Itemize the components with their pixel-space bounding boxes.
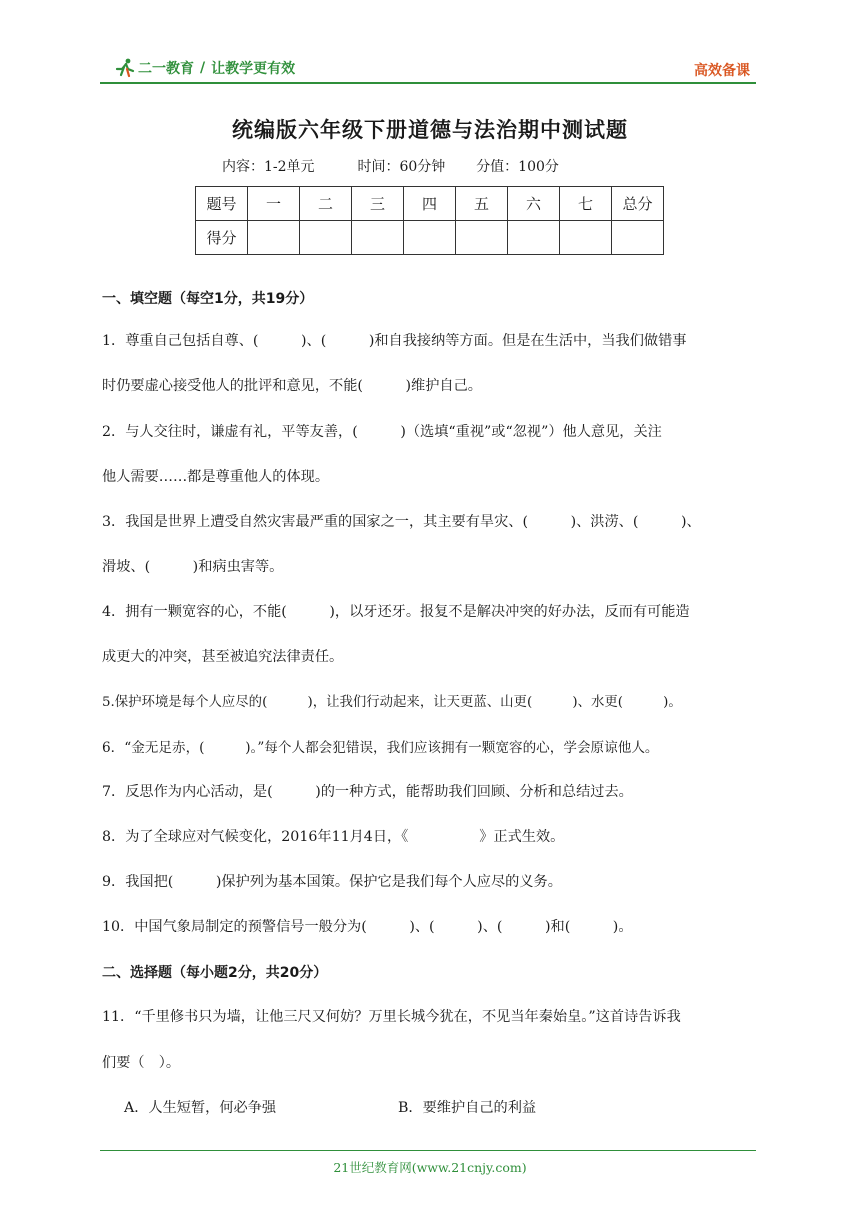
question-line: 他人需要……都是尊重他人的体现。 <box>102 469 330 485</box>
table-cell: 得分 <box>196 221 248 255</box>
exam-info <box>222 156 559 176</box>
brand-slogan: 让教学更有效 <box>211 61 296 77</box>
header-divider <box>100 82 756 84</box>
table-cell: 总分 <box>612 187 664 221</box>
question-line: 时仍要虚心接受他人的批评和意见，不能( )维护自己。 <box>102 378 482 394</box>
table-cell: 六 <box>508 187 560 221</box>
brand-separator: / <box>200 60 206 76</box>
table-cell: 七 <box>560 187 612 221</box>
table-cell: 四 <box>404 187 456 221</box>
score-cell[interactable] <box>404 221 456 255</box>
choice-option-b[interactable]: B．要维护自己的利益 <box>398 1100 537 1116</box>
question-line: 11．“千里修书只为墙，让他三尺又何妨？万里长城今犹在，不见当年秦始皇。”这首诗告诉我 <box>102 1009 681 1025</box>
question-line: 8．为了全球应对气候变化，2016年11月4日，《 》正式生效。 <box>102 829 565 845</box>
footer-divider <box>100 1150 756 1151</box>
question-line: 们要（ ）。 <box>102 1055 181 1071</box>
question-line: 滑坡、( )和病虫害等。 <box>102 559 284 575</box>
question-line: 1．尊重自己包括自尊、( )、( )和自我接纳等方面。但是在生活中，当我们做错事 <box>102 333 687 349</box>
question-line: 9．我国把( )保护列为基本国策。保护它是我们每个人应尽的义务。 <box>102 874 562 890</box>
table-cell: 三 <box>352 187 404 221</box>
question-line: 4．拥有一颗宽容的心，不能( )，以牙还牙。报复不是解决冲突的好办法，反而有可能造 <box>102 604 690 620</box>
score-table <box>195 186 664 255</box>
page-footer: 21世纪教育网(www.21cnjy.com) <box>333 1160 527 1175</box>
exam-score: 分值：100分 <box>476 159 559 175</box>
question-line: 成更大的冲突，甚至被追究法律责任。 <box>102 649 344 665</box>
score-cell[interactable] <box>612 221 664 255</box>
table-cell: 五 <box>456 187 508 221</box>
table-cell: 一 <box>248 187 300 221</box>
page-header <box>100 58 756 84</box>
exam-time: 时间：60分钟 <box>357 159 446 175</box>
score-table-header-row <box>196 187 664 221</box>
brand-logo <box>114 58 295 78</box>
score-cell[interactable] <box>456 221 508 255</box>
question-line: 2．与人交往时，谦虚有礼，平等友善，( )（选填“重视”或“忽视”）他人意见，关注 <box>102 424 662 440</box>
choice-option-a[interactable]: A．人生短暂，何必争强 <box>124 1100 277 1116</box>
section-heading-multiple-choice: 二、选择题（每小题2分，共20分） <box>102 965 328 981</box>
table-cell: 题号 <box>196 187 248 221</box>
score-cell[interactable] <box>508 221 560 255</box>
brand-name: 二一教育 <box>138 61 194 77</box>
score-cell[interactable] <box>560 221 612 255</box>
score-cell[interactable] <box>352 221 404 255</box>
table-cell: 二 <box>300 187 352 221</box>
page-title: 统编版六年级下册道德与法治期中测试题 <box>232 117 628 142</box>
header-right-label: 高效备课 <box>694 63 750 79</box>
score-cell[interactable] <box>248 221 300 255</box>
question-line: 5.保护环境是每个人应尽的( )，让我们行动起来，让天更蓝、山更( )、水更( )。 <box>102 695 682 710</box>
section-heading-fill-blank: 一、填空题（每空1分，共19分） <box>102 291 314 307</box>
question-line: 10．中国气象局制定的预警信号一般分为( )、( )、( )和( )。 <box>102 919 633 935</box>
runner-logo-icon <box>114 58 136 78</box>
question-line: 3．我国是世界上遭受自然灾害最严重的国家之一，其主要有旱灾、( )、洪涝、( )、 <box>102 514 701 530</box>
score-table-score-row <box>196 221 664 255</box>
question-line: 6．“金无足赤，( )。”每个人都会犯错误，我们应该拥有一颗宽容的心，学会原谅他人。 <box>102 740 659 756</box>
question-line: 7．反思作为内心活动，是( )的一种方式，能帮助我们回顾、分析和总结过去。 <box>102 784 633 800</box>
exam-content: 内容：1-2单元 <box>222 159 315 175</box>
score-cell[interactable] <box>300 221 352 255</box>
